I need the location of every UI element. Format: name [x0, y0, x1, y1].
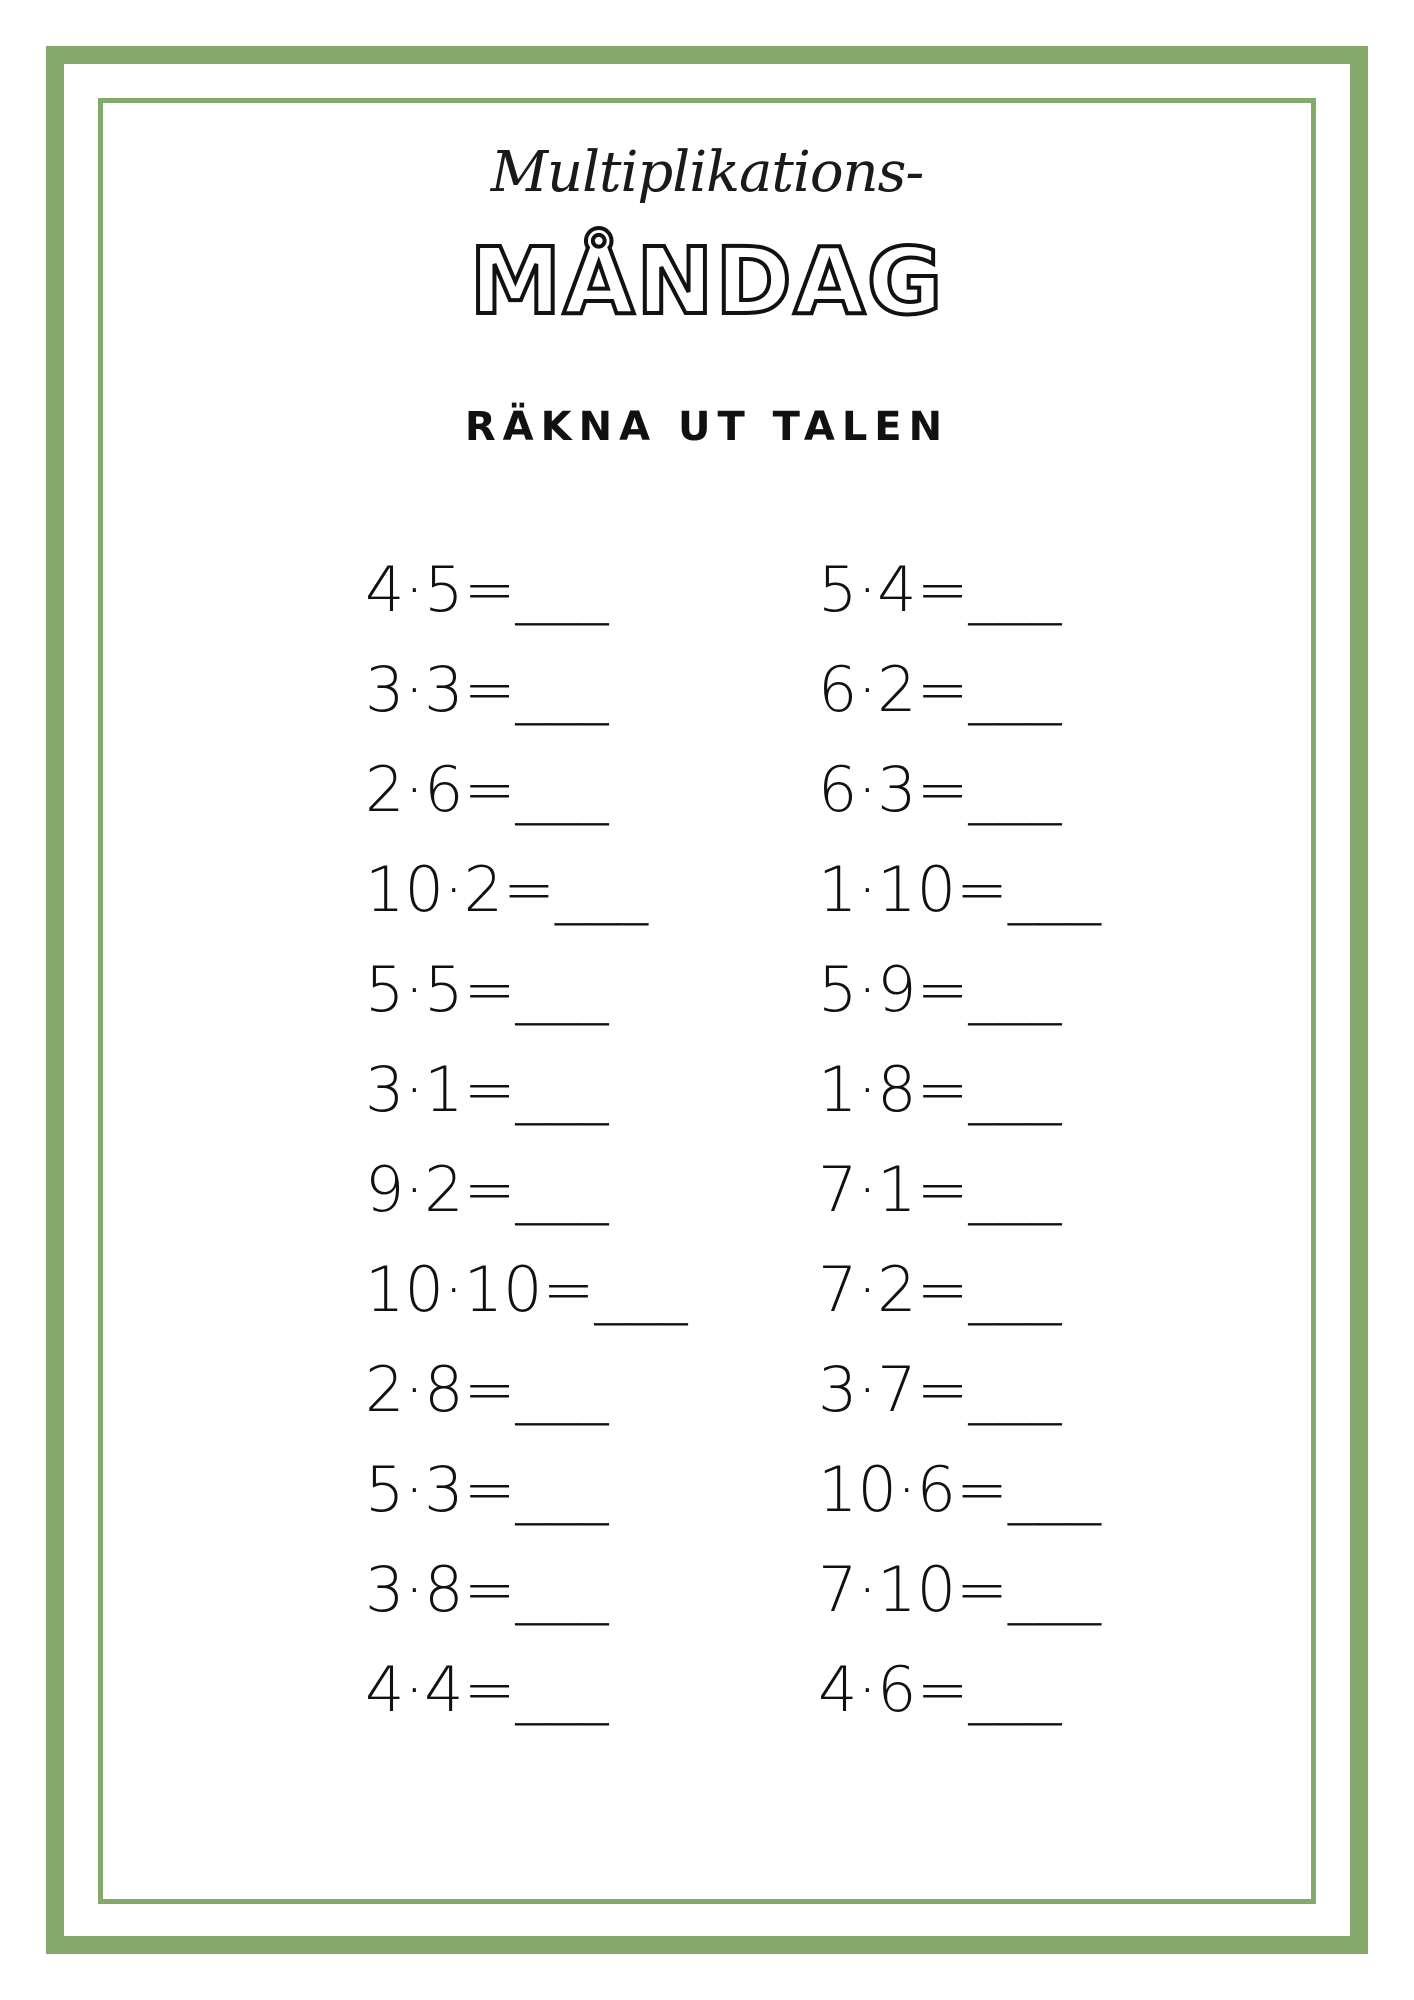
problem-item: 5·3=___ [365, 1453, 609, 1526]
problem-item: 10·2=___ [365, 853, 648, 926]
problem-item: 7·1=___ [818, 1153, 1062, 1226]
instruction-heading: RÄKNA UT TALEN [464, 404, 950, 450]
day-title: MÅNDAG [469, 228, 945, 335]
problems-right-column [818, 550, 1158, 1750]
problem-item: 10·6=___ [818, 1453, 1101, 1526]
problem-item: 1·10=___ [818, 853, 1101, 926]
problem-item: 5·4=___ [818, 553, 1062, 626]
problem-item: 7·10=___ [818, 1553, 1101, 1626]
problem-item: 2·8=___ [365, 1353, 609, 1426]
problem-item: 7·2=___ [818, 1253, 1062, 1326]
script-title: Multiplikations- [490, 140, 924, 205]
problem-item: 4·4=___ [365, 1653, 609, 1726]
problem-item: 3·7=___ [818, 1353, 1062, 1426]
problem-item: 6·3=___ [818, 753, 1062, 826]
problem-item: 6·2=___ [818, 653, 1062, 726]
problem-item: 4·5=___ [365, 553, 609, 626]
problem-item: 4·6=___ [818, 1653, 1062, 1726]
problem-item: 3·3=___ [365, 653, 609, 726]
problems-left-column [365, 550, 705, 1750]
problem-item: 1·8=___ [818, 1053, 1062, 1126]
problem-item: 5·5=___ [365, 953, 609, 1026]
problem-item: 9·2=___ [365, 1153, 609, 1226]
problem-item: 5·9=___ [818, 953, 1062, 1026]
problem-item: 3·1=___ [365, 1053, 609, 1126]
problem-item: 10·10=___ [365, 1253, 688, 1326]
problem-item: 3·8=___ [365, 1553, 609, 1626]
problem-item: 2·6=___ [365, 753, 609, 826]
